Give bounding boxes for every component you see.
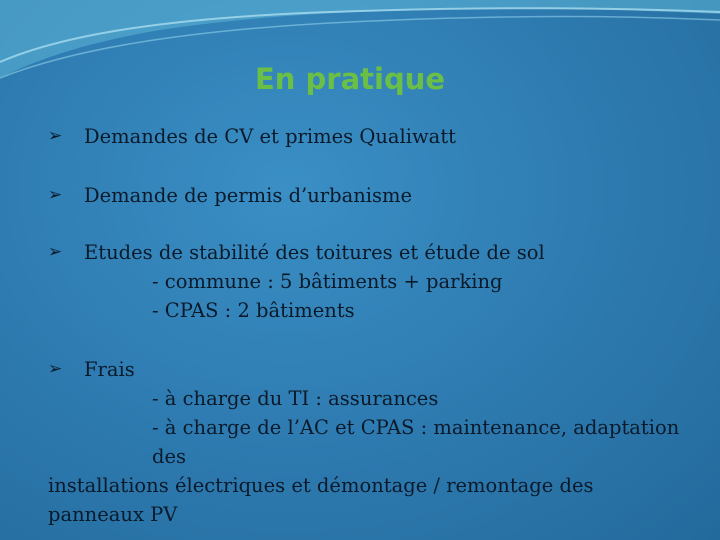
bullet-main-text: Etudes de stabilité des toitures et étude de sol — [84, 241, 545, 264]
bullet-main-text: Frais — [84, 358, 135, 381]
bullet-text: Demandes de CV et primes Qualiwatt — [84, 125, 456, 148]
sub-item: - CPAS : 2 bâtiments — [152, 299, 355, 322]
continuation-line: installations électriques et démontage / remontage des — [48, 474, 594, 497]
bullet-item — [48, 181, 716, 210]
arrowhead-bullet-icon: ➢ — [48, 359, 63, 379]
sub-item: - à charge du TI : assurances — [152, 387, 439, 410]
bullet-text: Demande de permis d’urbanisme — [84, 184, 413, 207]
bullet-item — [48, 238, 716, 325]
continuation-line: panneaux PV — [48, 503, 178, 526]
sub-item: - à charge de l’AC et CPAS : maintenance, adaptation des — [152, 416, 680, 468]
arrowhead-bullet-icon: ➢ — [48, 242, 63, 262]
bullet-item — [48, 355, 716, 529]
sub-item: - commune : 5 bâtiments + parking — [152, 270, 503, 293]
arrowhead-bullet-icon: ➢ — [48, 185, 63, 205]
bullet-text — [84, 238, 716, 325]
slide-title: En pratique — [254, 62, 446, 96]
arrowhead-bullet-icon: ➢ — [48, 126, 63, 146]
bullet-text — [48, 355, 716, 529]
bullet-item — [48, 122, 716, 151]
